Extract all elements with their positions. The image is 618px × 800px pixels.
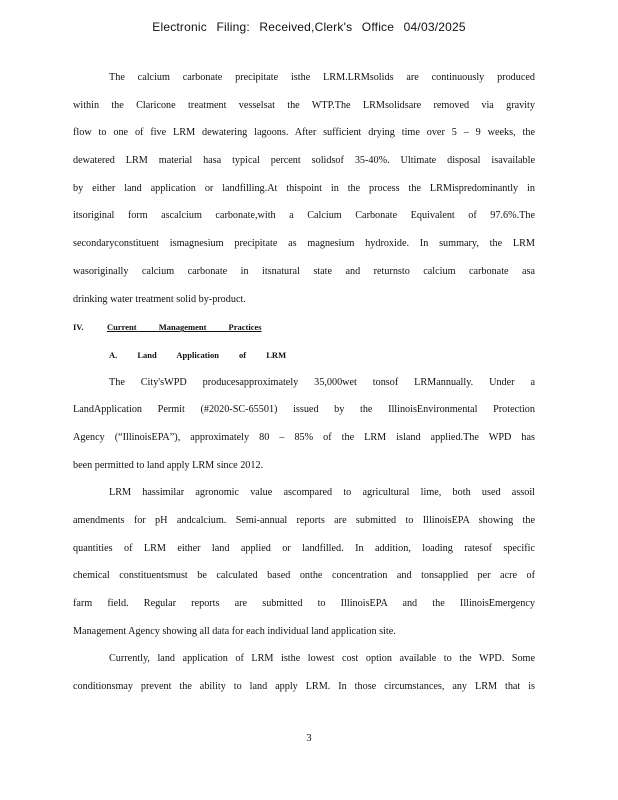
paragraph	[73, 651, 535, 706]
section-title: Current Management Practices	[107, 322, 262, 333]
document-body	[73, 70, 535, 707]
text-line: chemical constituentsmust be calculated based onthe concentration and tonsapplied per acre of	[73, 570, 535, 582]
paragraph-1	[73, 70, 535, 319]
text-line: Management Agency showing all data for each individual land application site.	[73, 625, 396, 637]
text-line: dewatered LRM material hasa typical percent solidsof 35-40%. Ultimate disposal isavailable	[73, 155, 535, 167]
text-line: itsoriginal form ascalcium carbonate,with a Calcium Carbonate Equivalent of 97.6%.The	[73, 210, 535, 222]
text-line: drinking water treatment solid by-product.	[73, 293, 246, 305]
text-line: amendments for pH andcalcium. Semi-annual reports are submitted to IllinoisEPA showing the	[73, 515, 535, 526]
paragraphs-section-iv	[73, 375, 535, 707]
paragraph	[73, 375, 535, 486]
text-line: within the Claricone treatment vesselsat the WTP.The LRMsolidsare removed via gravity	[73, 99, 535, 111]
section-heading	[73, 319, 535, 347]
text-line: quantities of LRM either land applied or landfilled. In addition, loading ratesof specific	[73, 542, 535, 554]
page-number: 3	[306, 733, 312, 744]
text-line: by either land application or landfilling.At thispoint in the process the LRMispredominantly in	[73, 182, 535, 194]
paragraph	[73, 70, 535, 319]
filing-stamp-header: Electronic Filing: Received,Clerk's Office 04/03/2025	[152, 20, 466, 34]
section-number: IV.	[73, 322, 84, 333]
text-line: secondaryconstituent ismagnesium precipitate as magnesium hydroxide. In summary, the LRM	[73, 238, 535, 250]
text-line: been permitted to land apply LRM since 2012.	[73, 459, 264, 471]
paragraph	[73, 485, 535, 651]
subsection-heading: A. Land Application of LRM	[109, 349, 287, 360]
text-line: LandApplication Permit (#2020-SC-65501) issued by the IllinoisEnvironmental Protection	[73, 404, 535, 416]
text-line: flow to one of five LRM dewatering lagoons. After sufficient drying time over 5 – 9 weeks, the	[73, 127, 535, 139]
text-line: LRM hassimilar agronomic value ascompared to agricultural lime, both used assoil	[109, 487, 535, 499]
text-line: wasoriginally calcium carbonate in itsnatural state and returnsto calcium carbonate asa	[73, 265, 535, 277]
text-line: Currently, land application of LRM isthe lowest cost option available to the WPD. Some	[109, 653, 535, 665]
text-line: The calcium carbonate precipitate isthe LRM.LRMsolids are continuously produced	[109, 72, 535, 83]
text-line: The City'sWPD producesapproximately 35,000wet tonsof LRMannually. Under a	[109, 376, 535, 388]
text-line: Agency (“IllinoisEPA”), approximately 80 – 85% of the LRM island applied.The WPD has	[73, 431, 535, 443]
text-line: conditionsmay prevent the ability to land apply LRM. In those circumstances, any LRM that is	[73, 681, 535, 693]
text-line: farm field. Regular reports are submitted to IllinoisEPA and the IllinoisEmergency	[73, 598, 535, 610]
